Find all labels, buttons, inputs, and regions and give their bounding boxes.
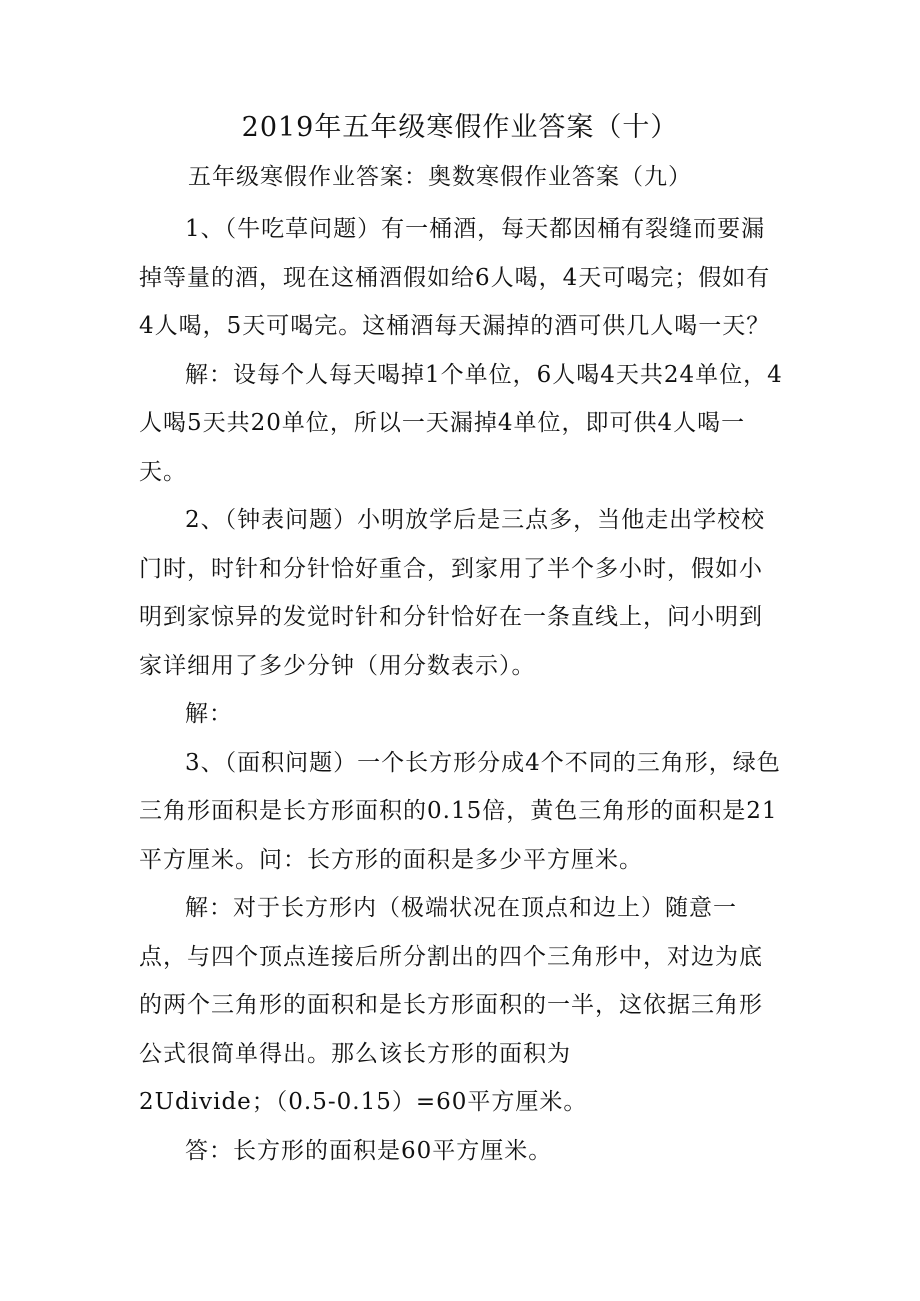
document-subtitle: 五年级寒假作业答案：奥数寒假作业答案（九） bbox=[188, 164, 692, 190]
question-3: 3、（面积问题）一个长方形分成4个不同的三角形，绿色三角形面积是长方形面积的0.15倍，黄色三角形的面积是21平方厘米。问：长方形的面积是多少平方厘米。 bbox=[139, 749, 781, 873]
answer-2: 解： bbox=[185, 701, 233, 727]
document-body bbox=[139, 205, 784, 1175]
document-title: 2019年五年级寒假作业答案（十） bbox=[241, 112, 679, 143]
answer-3: 解：对于长方形内（极端状况在顶点和边上）随意一点，与四个顶点连接后所分割出的四个三角形中，对边为底的两个三角形的面积和是长方形面积的一半，这依据三角形公式很简单得出。那么该长方形的面积为 bbox=[139, 895, 763, 1067]
answer-3-formula: 2Udivide；（0.5-0.15）=60平方厘米。 bbox=[139, 1089, 588, 1115]
answer-1: 解：设每个人每天喝掉1个单位，6人喝4天共24单位，4人喝5天共20单位，所以一天漏掉4单位，即可供4人喝一天。 bbox=[139, 361, 783, 485]
question-1: 1、（牛吃草问题）有一桶酒，每天都因桶有裂缝而要漏掉等量的酒，现在这桶酒假如给6人喝，4天可喝完；假如有4人喝，5天可喝完。这桶酒每天漏掉的酒可供几人喝一天？ bbox=[139, 216, 771, 339]
answer-3-conclusion: 答：长方形的面积是60平方厘米。 bbox=[185, 1137, 553, 1164]
question-2: 2、（钟表问题）小明放学后是三点多，当他走出学校校门时，时针和分针恰好重合，到家用了半个多小时，假如小明到家惊异的发觉时针和分针恰好在一条直线上，问小明到家详细用了多少分钟（用分数表示）。 bbox=[139, 507, 766, 679]
